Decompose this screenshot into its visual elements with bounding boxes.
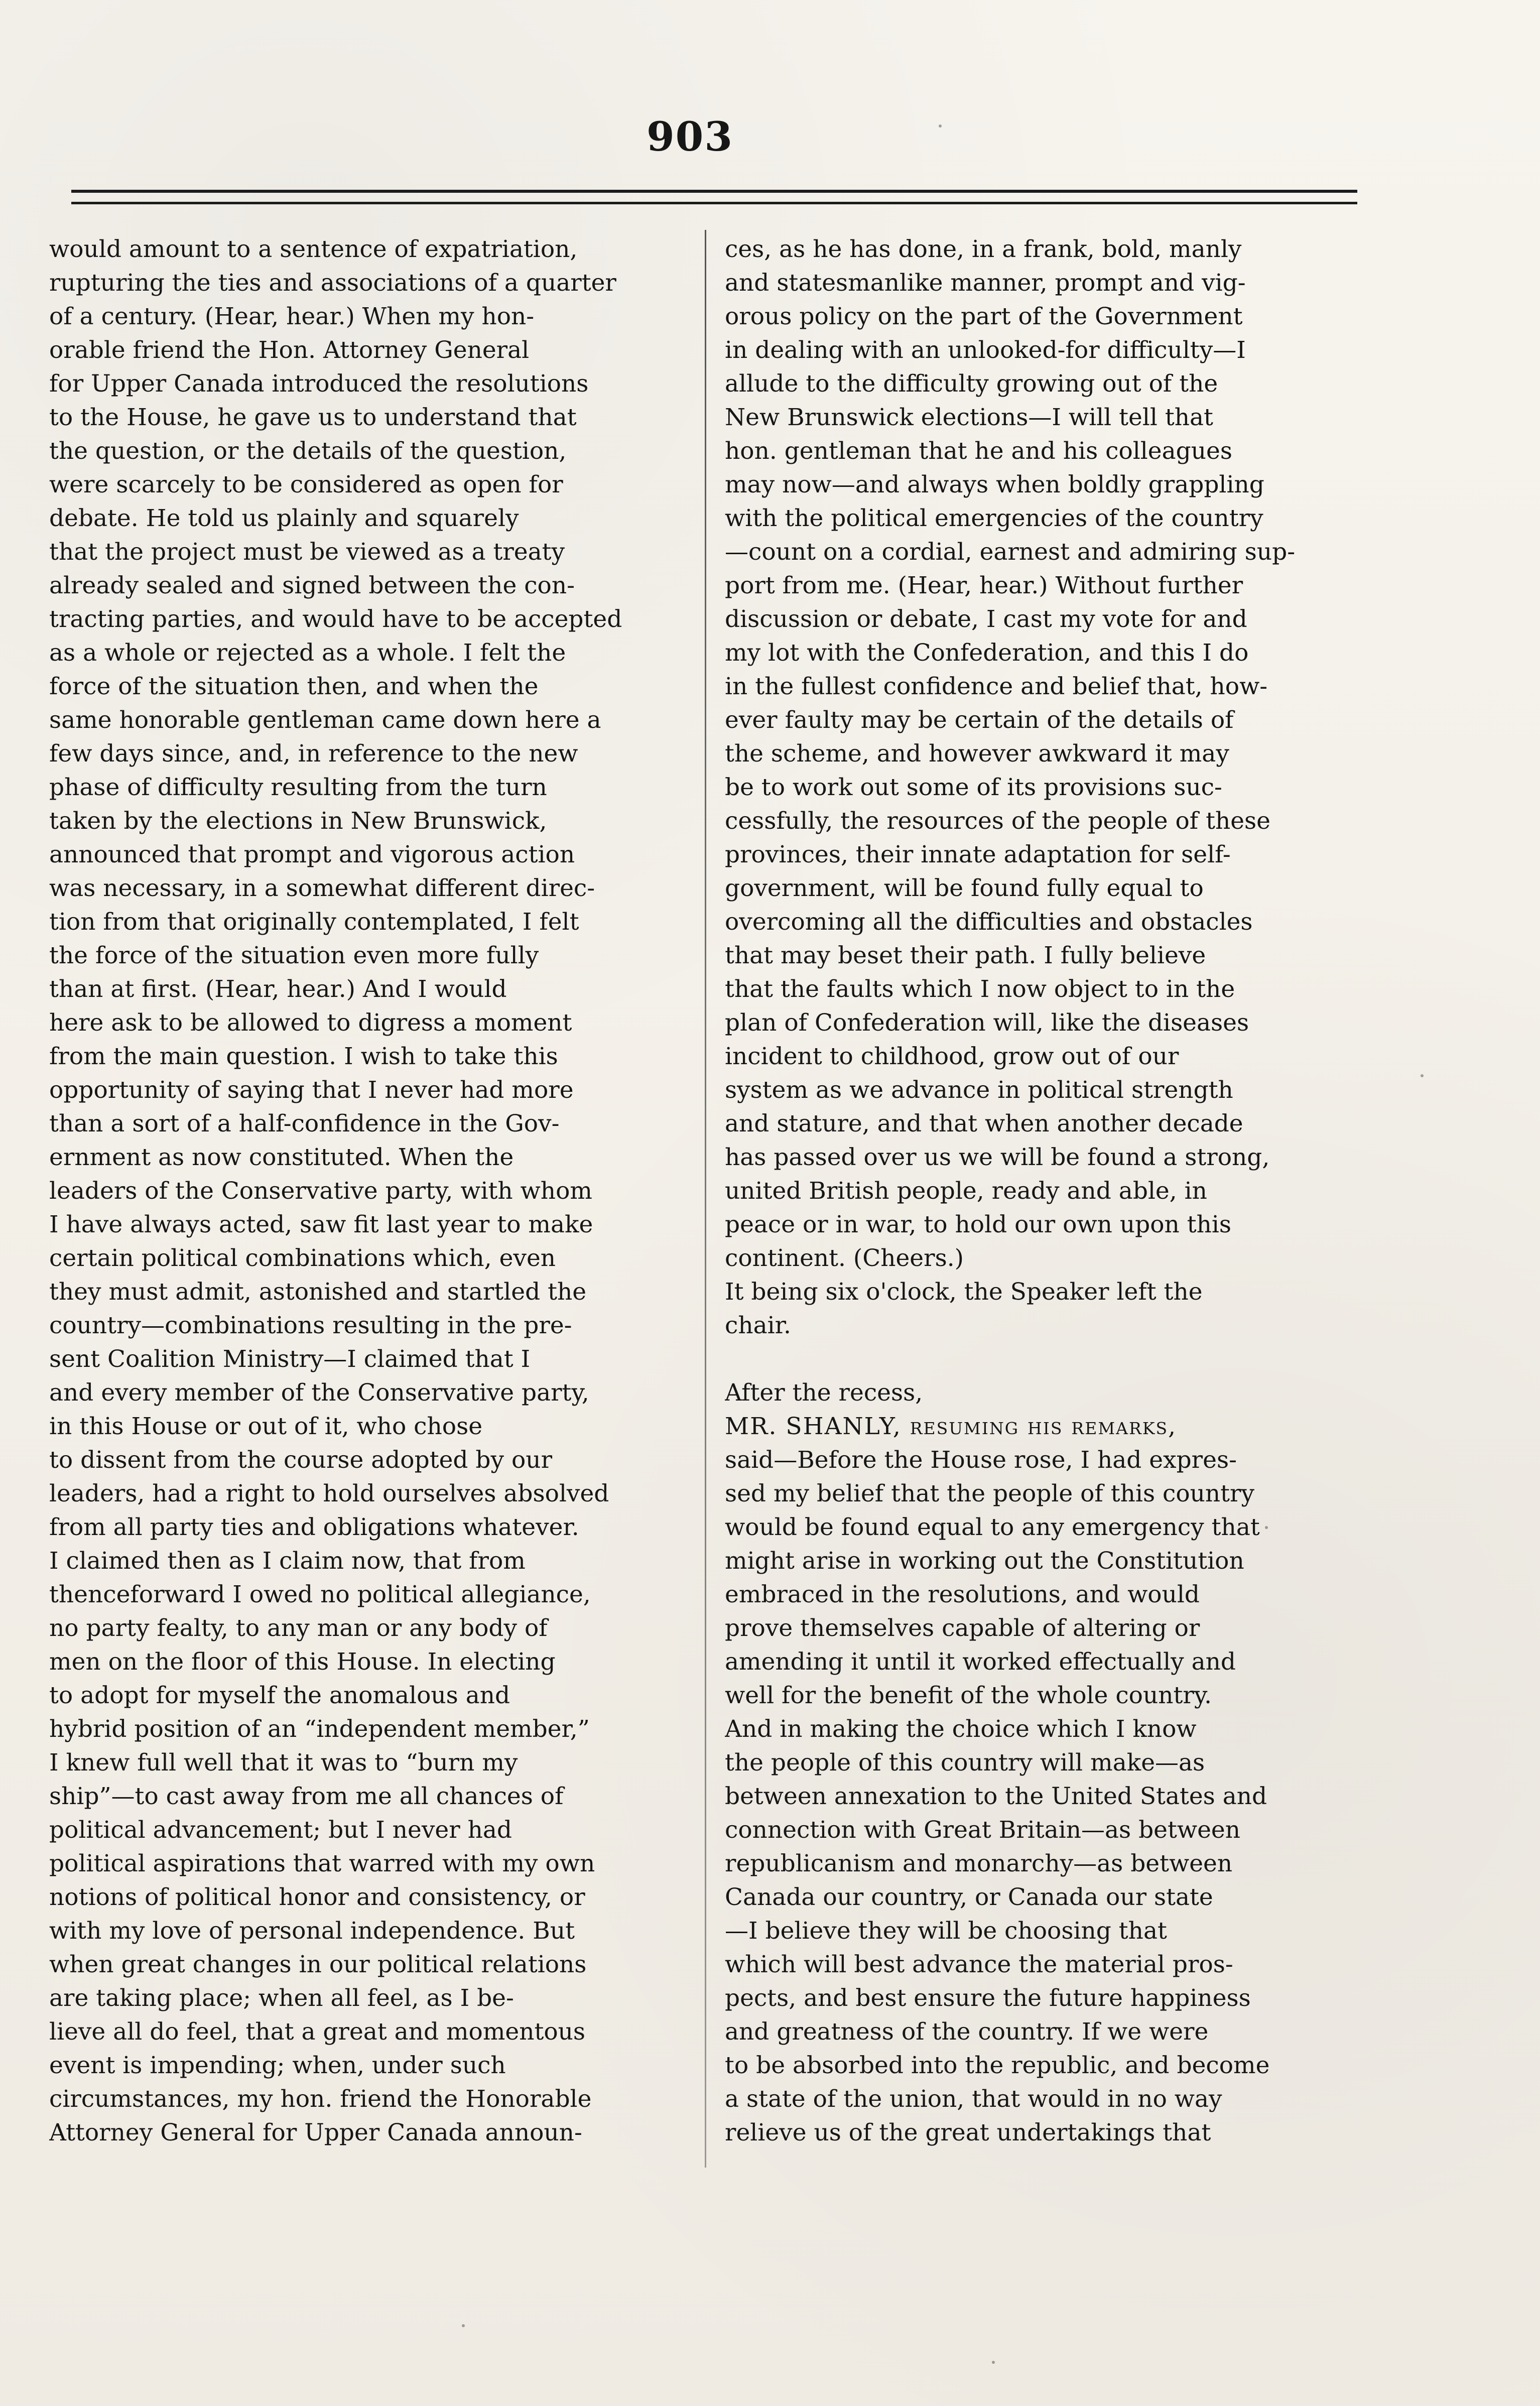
text-line: with the political emergencies of the country: [725, 504, 1263, 532]
text-line: which will best advance the material pros-: [725, 1951, 1233, 1978]
text-line: and every member of the Conservative party,: [49, 1379, 589, 1407]
text-line: chair.: [725, 1312, 791, 1339]
text-line: than at first. (Hear, hear.) And I would: [49, 975, 507, 1003]
text-line: few days since, and, in reference to the new: [49, 740, 578, 768]
top-rule: [71, 190, 1357, 193]
text-line: relieve us of the great undertakings that: [725, 2119, 1211, 2146]
text-line: thenceforward I owed no political allegiance,: [49, 1581, 591, 1608]
text-line: from all party ties and obligations whatever.: [49, 1513, 579, 1541]
text-line: New Brunswick elections—I will tell that: [725, 404, 1213, 431]
text-line: Attorney General for Upper Canada announ-: [49, 2119, 582, 2146]
text-line: may now—and always when boldly grappling: [725, 471, 1264, 498]
text-line: from the main question. I wish to take this: [49, 1043, 558, 1070]
text-line: no party fealty, to any man or any body of: [49, 1614, 548, 1642]
text-line: to dissent from the course adopted by our: [49, 1446, 553, 1474]
text-line: well for the benefit of the whole country.: [725, 1682, 1212, 1709]
text-line: taken by the elections in New Brunswick,: [49, 807, 547, 835]
text-line: It being six o'clock, the Speaker left the: [725, 1278, 1203, 1306]
text-line: that the faults which I now object to in the: [725, 975, 1235, 1003]
text-line: incident to childhood, grow out of our: [725, 1043, 1179, 1070]
text-line: notions of political honor and consistency, or: [49, 1883, 585, 1911]
text-line: I have always acted, saw fit last year to make: [49, 1211, 593, 1238]
text-line: announced that prompt and vigorous action: [49, 841, 575, 868]
text-line: be to work out some of its provisions suc-: [725, 774, 1222, 801]
left-column: [49, 232, 684, 2149]
text-line: has passed over us we will be found a strong,: [725, 1144, 1270, 1171]
text-line: ship”—to cast away from me all chances of: [49, 1783, 564, 1810]
text-line: said—Before the House rose, I had expres-: [725, 1446, 1237, 1474]
text-line: cessfully, the resources of the people of these: [725, 807, 1270, 835]
text-line: here ask to be allowed to digress a moment: [49, 1009, 572, 1037]
text-line: tion from that originally contemplated, I felt: [49, 908, 579, 936]
text-line: ces, as he has done, in a frank, bold, manly: [725, 235, 1242, 263]
text-line: overcoming all the difficulties and obstacles: [725, 908, 1253, 936]
text-line: and stature, and that when another decade: [725, 1110, 1243, 1137]
ink-speck: [462, 2324, 465, 2327]
text-line: After the recess,: [725, 1379, 923, 1407]
text-line: pects, and best ensure the future happiness: [725, 1984, 1251, 2012]
text-line: with my love of personal independence. But: [49, 1917, 575, 1945]
text-line: And in making the choice which I know: [725, 1715, 1197, 1743]
text-line: government, will be found fully equal to: [725, 874, 1204, 902]
right-column: [725, 232, 1363, 2149]
text-line: the scheme, and however awkward it may: [725, 740, 1229, 768]
text-line: to be absorbed into the republic, and become: [725, 2052, 1270, 2079]
text-line: they must admit, astonished and startled the: [49, 1278, 587, 1306]
text-line: the force of the situation even more fully: [49, 942, 539, 969]
text-line: continent. (Cheers.): [725, 1244, 964, 1272]
text-line: ernment as now constituted. When the: [49, 1144, 514, 1171]
top-rule: [71, 202, 1357, 204]
text-line: are taking place; when all feel, as I be-: [49, 1984, 514, 2012]
text-line: force of the situation then, and when the: [49, 673, 539, 700]
text-line: in this House or out of it, who chose: [49, 1413, 483, 1440]
text-line: Canada our country, or Canada our state: [725, 1883, 1213, 1911]
page-number: 903: [647, 113, 733, 160]
blank-line: [725, 1342, 1363, 1376]
text-line: —I believe they will be choosing that: [725, 1917, 1167, 1945]
text-line: would be found equal to any emergency that: [725, 1513, 1260, 1541]
text-line: in dealing with an unlooked-for difficulty—I: [725, 336, 1246, 364]
text-line: between annexation to the United States and: [725, 1783, 1267, 1810]
text-line: lieve all do feel, that a great and momentous: [49, 2018, 586, 2046]
text-line: than a sort of a half-confidence in the Gov-: [49, 1110, 560, 1137]
text-line: leaders of the Conservative party, with whom: [49, 1177, 592, 1205]
text-line: circumstances, my hon. friend the Honorable: [49, 2085, 592, 2113]
text-line: event is impending; when, under such: [49, 2052, 506, 2079]
text-line: allude to the difficulty growing out of the: [725, 370, 1218, 398]
text-line: that the project must be viewed as a treaty: [49, 538, 565, 566]
text-line: hybrid position of an “independent member,”: [49, 1715, 590, 1743]
text-line: when great changes in our political relations: [49, 1951, 587, 1978]
text-line: I knew full well that it was to “burn my: [49, 1749, 518, 1777]
text-line: connection with Great Britain—as between: [725, 1816, 1241, 1844]
text-line: ever faulty may be certain of the details of: [725, 706, 1234, 734]
text-line: to adopt for myself the anomalous and: [49, 1682, 510, 1709]
text-line: discussion or debate, I cast my vote for and: [725, 605, 1247, 633]
text-line: that may beset their path. I fully believe: [725, 942, 1206, 969]
text-line: port from me. (Hear, hear.) Without further: [725, 572, 1243, 599]
text-line: system as we advance in political strength: [725, 1076, 1233, 1104]
text-line: orable friend the Hon. Attorney General: [49, 336, 530, 364]
text-line: and greatness of the country. If we were: [725, 2018, 1209, 2046]
text-line: I claimed then as I claim now, that from: [49, 1547, 526, 1575]
ink-speck: [992, 2361, 995, 2364]
text-line: political aspirations that warred with my own: [49, 1850, 595, 1877]
text-line: already sealed and signed between the con-: [49, 572, 575, 599]
text-line: peace or in war, to hold our own upon this: [725, 1211, 1232, 1238]
text-line: republicanism and monarchy—as between: [725, 1850, 1233, 1877]
text-line: prove themselves capable of altering or: [725, 1614, 1200, 1642]
text-line: would amount to a sentence of expatriation,: [49, 235, 578, 263]
text-line: in the fullest confidence and belief that, how-: [725, 673, 1268, 700]
text-line: embraced in the resolutions, and would: [725, 1581, 1200, 1608]
speaker-line: MR. SHANLY, resuming his remarks,: [725, 1413, 1177, 1440]
text-line: certain political combinations which, even: [49, 1244, 556, 1272]
text-line: country—combinations resulting in the pre-: [49, 1312, 572, 1339]
text-line: sed my belief that the people of this country: [725, 1480, 1255, 1507]
text-line: same honorable gentleman came down here a: [49, 706, 601, 734]
text-line: phase of difficulty resulting from the turn: [49, 774, 547, 801]
column-divider: [705, 230, 706, 2168]
ink-speck: [939, 124, 942, 128]
text-line: political advancement; but I never had: [49, 1816, 512, 1844]
text-line: the question, or the details of the question,: [49, 437, 567, 465]
text-line: might arise in working out the Constitution: [725, 1547, 1244, 1575]
text-line: opportunity of saying that I never had more: [49, 1076, 574, 1104]
text-line: as a whole or rejected as a whole. I felt the: [49, 639, 566, 667]
text-line: sent Coalition Ministry—I claimed that I: [49, 1345, 531, 1373]
text-line: my lot with the Confederation, and this I do: [725, 639, 1249, 667]
text-line: rupturing the ties and associations of a quarter: [49, 269, 616, 297]
text-line: men on the floor of this House. In electing: [49, 1648, 556, 1676]
text-line: hon. gentleman that he and his colleagues: [725, 437, 1232, 465]
text-line: to the House, he gave us to understand that: [49, 404, 577, 431]
text-line: tracting parties, and would have to be accepted: [49, 605, 622, 633]
text-line: and statesmanlike manner, prompt and vig-: [725, 269, 1246, 297]
text-line: debate. He told us plainly and squarely: [49, 504, 519, 532]
text-line: a state of the union, that would in no way: [725, 2085, 1222, 2113]
text-line: provinces, their innate adaptation for self-: [725, 841, 1231, 868]
text-line: the people of this country will make—as: [725, 1749, 1205, 1777]
text-line: plan of Confederation will, like the diseases: [725, 1009, 1249, 1037]
text-line: for Upper Canada introduced the resolutions: [49, 370, 589, 398]
text-line: —count on a cordial, earnest and admiring sup-: [725, 538, 1296, 566]
text-line: amending it until it worked effectually and: [725, 1648, 1236, 1676]
text-line: leaders, had a right to hold ourselves absolved: [49, 1480, 609, 1507]
text-line: was necessary, in a somewhat different direc-: [49, 874, 595, 902]
ink-speck: [1421, 1074, 1424, 1077]
text-line: orous policy on the part of the Government: [725, 303, 1243, 330]
text-line: united British people, ready and able, in: [725, 1177, 1207, 1205]
text-line: were scarcely to be considered as open for: [49, 471, 563, 498]
text-line: of a century. (Hear, hear.) When my hon-: [49, 303, 535, 330]
